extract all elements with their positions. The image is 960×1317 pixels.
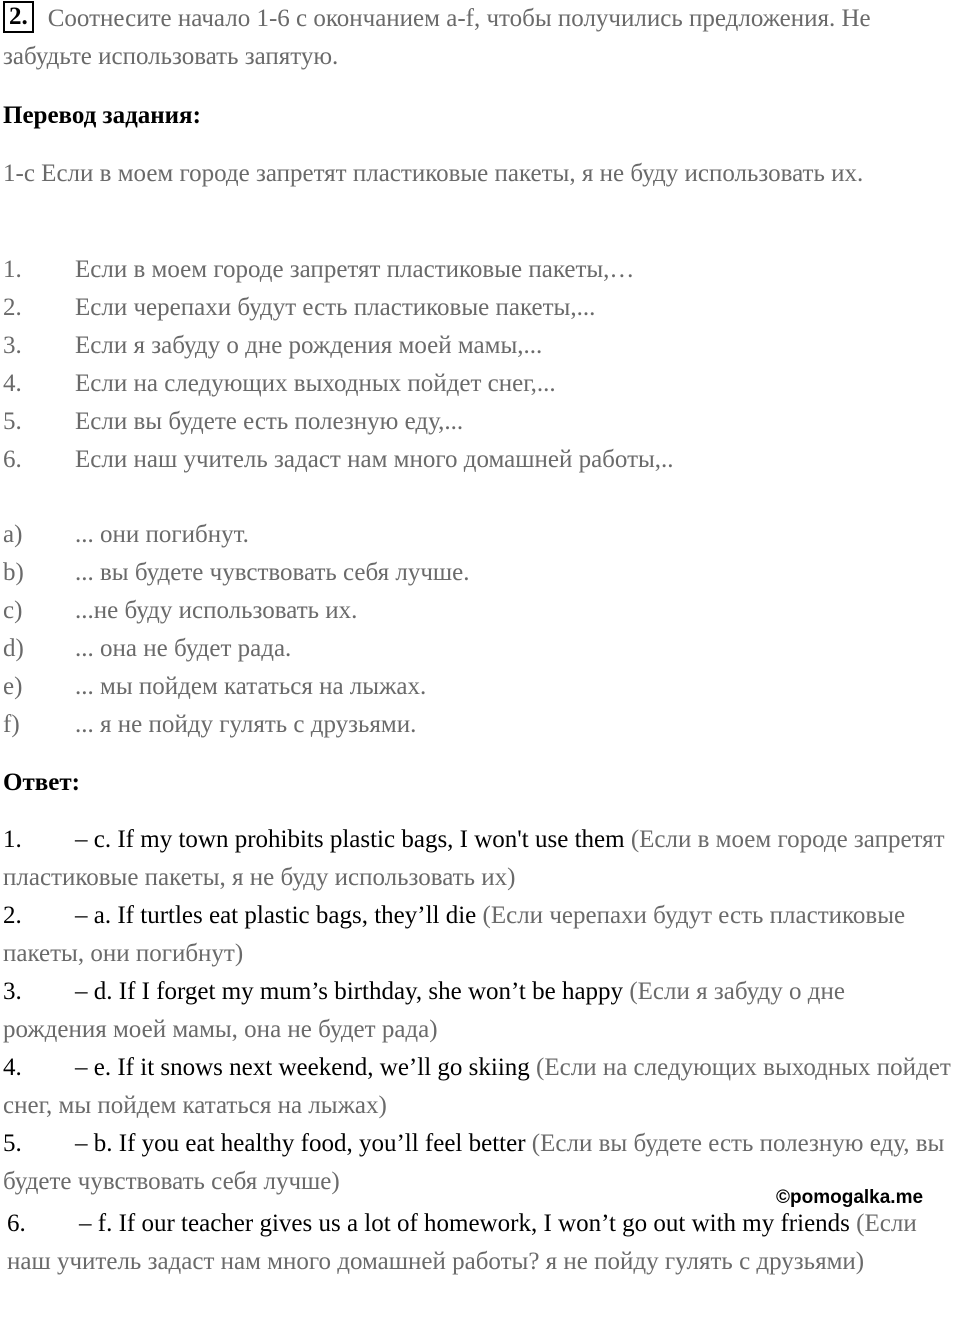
answer-russian: (Если черепахи будут есть пластиковые пакеты, они погибнут) xyxy=(3,902,906,967)
answer-russian: (Если на следующих выходных пойдет снег, мы пойдем кататься на лыжах) xyxy=(3,1054,951,1119)
list-marker: 4. xyxy=(3,370,22,397)
list-text: ... мы пойдем кататься на лыжах. xyxy=(75,673,427,700)
list-marker: 1. xyxy=(3,256,22,283)
list-text: Если я забуду о дне рождения моей мамы,... xyxy=(75,332,543,359)
list-item xyxy=(3,554,953,592)
list-item xyxy=(3,251,953,289)
answer-russian: (Если в моем городе запретят пластиковые пакеты, я не буду использовать их) xyxy=(3,826,945,891)
list-marker: c) xyxy=(3,597,23,624)
answer-marker: 3. xyxy=(3,978,22,1005)
watermark: ©pomogalka.me xyxy=(776,1187,924,1208)
list-marker: f) xyxy=(3,711,20,738)
list-item xyxy=(3,630,953,668)
list-text: ... я не пойду гулять с друзьями. xyxy=(75,711,417,738)
task-number: 2. xyxy=(3,1,34,33)
list-item xyxy=(3,706,953,744)
answer-list xyxy=(3,821,953,1201)
list-marker: d) xyxy=(3,635,24,662)
answer-item xyxy=(3,1049,953,1125)
list-marker: a) xyxy=(3,521,23,548)
answer-english: – b. If you eat healthy food, you’ll feel better xyxy=(75,1130,526,1157)
translation-example: 1-c Если в моем городе запретят пластиковые пакеты, я не буду использовать их. xyxy=(3,160,864,187)
answer-marker: 4. xyxy=(3,1054,22,1081)
task-instruction-block xyxy=(3,0,953,76)
answer-marker: 1. xyxy=(3,826,22,853)
list-text: Если наш учитель задаст нам много домашней работы,.. xyxy=(75,446,674,473)
answer-item xyxy=(3,821,953,897)
task-instruction: Соотнесите начало 1-6 с окончанием a-f, чтобы получились предложения. Не забудьте использовать запятую. xyxy=(3,5,871,70)
answer-item-6 xyxy=(7,1205,955,1281)
answer-item xyxy=(3,973,953,1049)
answer-english: – f. If our teacher gives us a lot of homework, I won’t go out with my friends xyxy=(79,1210,850,1237)
list-item xyxy=(3,289,953,327)
endings-list xyxy=(3,516,953,744)
list-item xyxy=(3,441,953,479)
list-text: Если черепахи будут есть пластиковые пакеты,... xyxy=(75,294,596,321)
list-text: Если в моем городе запретят пластиковые пакеты,… xyxy=(75,256,635,283)
list-marker: 6. xyxy=(3,446,22,473)
translation-heading: Перевод задания: xyxy=(3,102,201,129)
list-item xyxy=(3,592,953,630)
answer-russian: (Если вы будете есть полезную еду, вы будете чувствовать себя лучше) xyxy=(3,1130,945,1195)
list-item xyxy=(3,403,953,441)
list-text: Если на следующих выходных пойдет снег,... xyxy=(75,370,556,397)
answer-english: – c. If my town prohibits plastic bags, I won't use them xyxy=(75,826,625,853)
answer-item xyxy=(7,1205,955,1281)
list-marker: e) xyxy=(3,673,23,700)
list-text: ... она не будет рада. xyxy=(75,635,292,662)
answer-marker: 6. xyxy=(7,1210,26,1237)
list-item xyxy=(3,516,953,554)
list-item xyxy=(3,668,953,706)
list-text: Если вы будете есть полезную еду,... xyxy=(75,408,464,435)
list-marker: 3. xyxy=(3,332,22,359)
answer-english: – d. If I forget my mum’s birthday, she won’t be happy xyxy=(75,978,624,1005)
list-item xyxy=(3,327,953,365)
list-marker: 5. xyxy=(3,408,22,435)
answer-russian: (Если наш учитель задаст нам много домашней работы? я не пойду гулять с друзьями) xyxy=(7,1210,917,1275)
answer-heading: Ответ: xyxy=(3,769,80,796)
answer-english: – e. If it snows next weekend, we’ll go skiing xyxy=(75,1054,530,1081)
list-marker: 2. xyxy=(3,294,22,321)
list-marker: b) xyxy=(3,559,24,586)
beginnings-list xyxy=(3,251,953,479)
list-text: ... они погибнут. xyxy=(75,521,249,548)
answer-marker: 5. xyxy=(3,1130,22,1157)
list-text: ... вы будете чувствовать себя лучше. xyxy=(75,559,470,586)
list-text: ...не буду использовать их. xyxy=(75,597,358,624)
answer-item xyxy=(3,897,953,973)
answer-russian: (Если я забуду о дне рождения моей мамы, она не будет рада) xyxy=(3,978,845,1043)
answer-marker: 2. xyxy=(3,902,22,929)
list-item xyxy=(3,365,953,403)
answer-english: – a. If turtles eat plastic bags, they’ll die xyxy=(75,902,477,929)
